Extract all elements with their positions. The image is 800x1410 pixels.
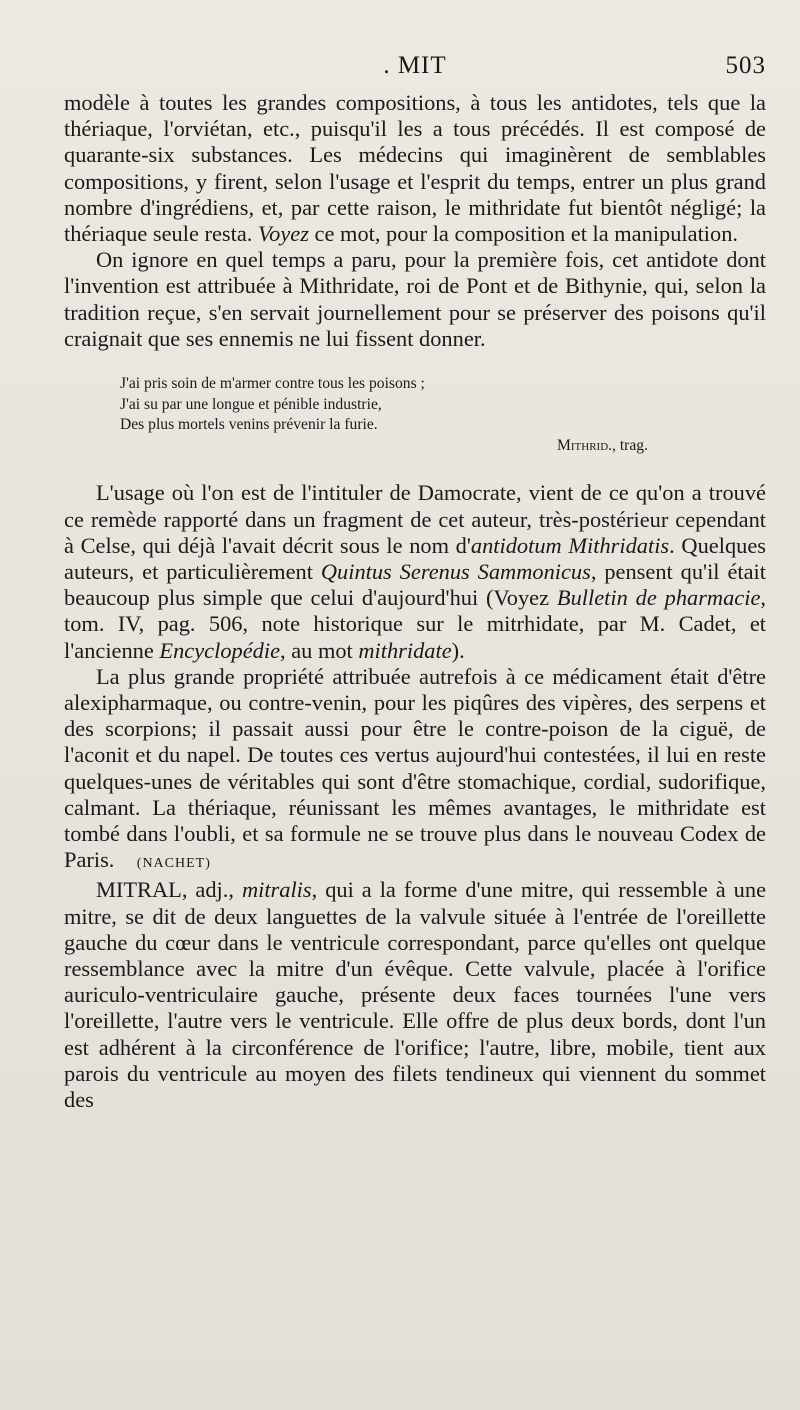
running-head: . MIT xyxy=(383,52,447,79)
para4-text: La plus grande propriété attribuée autrefois à ce médicament était d'être alexipharmaque, ou contre-venin, pour les piqûres des vipères, des serpens et des scorpions; il passait aussi pour être le contre-poison de la ciguë, de l'aconit et du napel. De toutes ces vertus aujourd'hui contestées, il lui en reste quelques-unes de véritables qui sont d'être stomachique, cordial, sudorifique, calmant. La thériaque, réunissant les mêmes avantages, le mithridate est tombé dans l'oubli, et sa formule ne se trouve plus dans le nouveau Codex de Paris. xyxy=(64,663,766,873)
verse-line-1: J'ai pris soin de m'armer contre tous les poisons ; xyxy=(120,375,425,393)
para3-text-5: , au mot xyxy=(280,637,359,663)
para3-text-6: ). xyxy=(451,637,465,663)
para5-italic-1: mitralis xyxy=(241,877,312,903)
para3-text-3: , pensent qu'il était beaucoup plus simple que celui d'aujourd'hui (Voyez xyxy=(64,559,766,611)
paragraph-origin: On ignore en quel temps a paru, pour la première fois, cet antidote dont l'invention est attribuée à Mithridate, roi de Pont et de Bithynie, qui, selon la tradition reçue, s'en servait journellement pour se préserver des poisons qu'il craignait que ses ennemis ne lui fissent donner. xyxy=(64,247,766,351)
verse-attribution xyxy=(120,436,648,457)
para5-text-2: , qui a la forme d'une mitre, qui ressemble à une mitre, se dit de deux languettes de la valvule située à l'entrée de l'oreillette gauche du cœur dans le ventricule correspondant, parce qu'elles ont quelque ressemblance avec la mitre d'un évêque. Cette valvule, placée à l'orifice auriculo-ventriculaire gauche, présente deux faces tournées l'une vers l'oreillette, l'autre vers le ventricule. Elle offre de plus deux bords, dont l'un est adhérent à la circonférence de l'orifice; l'autre, libre, mobile, tient aux parois du ventricule au moyen des filets tendineux qui viennent du sommet des xyxy=(64,877,767,1113)
para1-text-b: ce mot, pour la composition et la manipulation. xyxy=(308,221,739,247)
entry-mitral xyxy=(64,877,766,1113)
page-header xyxy=(64,52,766,90)
paragraph-properties xyxy=(64,664,766,878)
para3-text-4: , tom. IV, pag. 506, note historique sur le mitrhidate, par M. Cadet, et l'ancienne xyxy=(64,585,767,663)
voyez-reference: Voyez xyxy=(257,221,309,247)
para3-italic-4: Encyclopédie xyxy=(159,637,281,663)
para3-italic-2: Quintus Serenus Sammonicus xyxy=(320,559,591,585)
attribution-suffix: , trag. xyxy=(612,436,648,454)
verse-line-2: J'ai su par une longue et pénible industrie, xyxy=(120,395,382,413)
para3-text-1: L'usage où l'on est de l'intituler de Damocrate, vient de ce qu'on a trouvé ce remède rapporté dans un fragment de cet auteur, très-postérieur cependant à Celse, qui déjà l'avait décrit sous le nom d' xyxy=(64,480,766,558)
para5-text-1: , adj., xyxy=(181,877,242,903)
para3-italic-3: Bulletin de pharmacie xyxy=(556,585,761,611)
para3-italic-5: mithridate xyxy=(358,637,452,663)
paragraph-mithridate-composition xyxy=(64,90,766,247)
author-signature: (NACHET) xyxy=(136,856,211,872)
verse-quotation xyxy=(120,374,766,456)
verse-line-3: Des plus mortels venins prévenir la furie. xyxy=(120,416,378,434)
page-number: 503 xyxy=(725,52,766,79)
attribution-name: Mithrid. xyxy=(557,436,613,454)
paragraph-damocrate xyxy=(64,480,766,663)
para3-text-2: . Quelques auteurs, et particulièrement xyxy=(64,532,766,585)
para3-italic-1: antidotum Mithridatis xyxy=(470,532,670,558)
para1-text-a: modèle à toutes les grandes compositions, à tous les antidotes, tels que la thériaque, l'orviétan, etc., puisqu'il les a tous précédés. Il est composé de quarante-six substances. Les médecins qui imaginèrent de semblables compositions, y firent, selon l'usage et l'esprit du temps, entrer un plus grand nombre d'ingrédiens, et, par cette raison, le mithridate fut bientôt négligé; la thériaque seule resta. xyxy=(64,90,766,247)
headword-mitral: MITRAL xyxy=(96,877,182,903)
